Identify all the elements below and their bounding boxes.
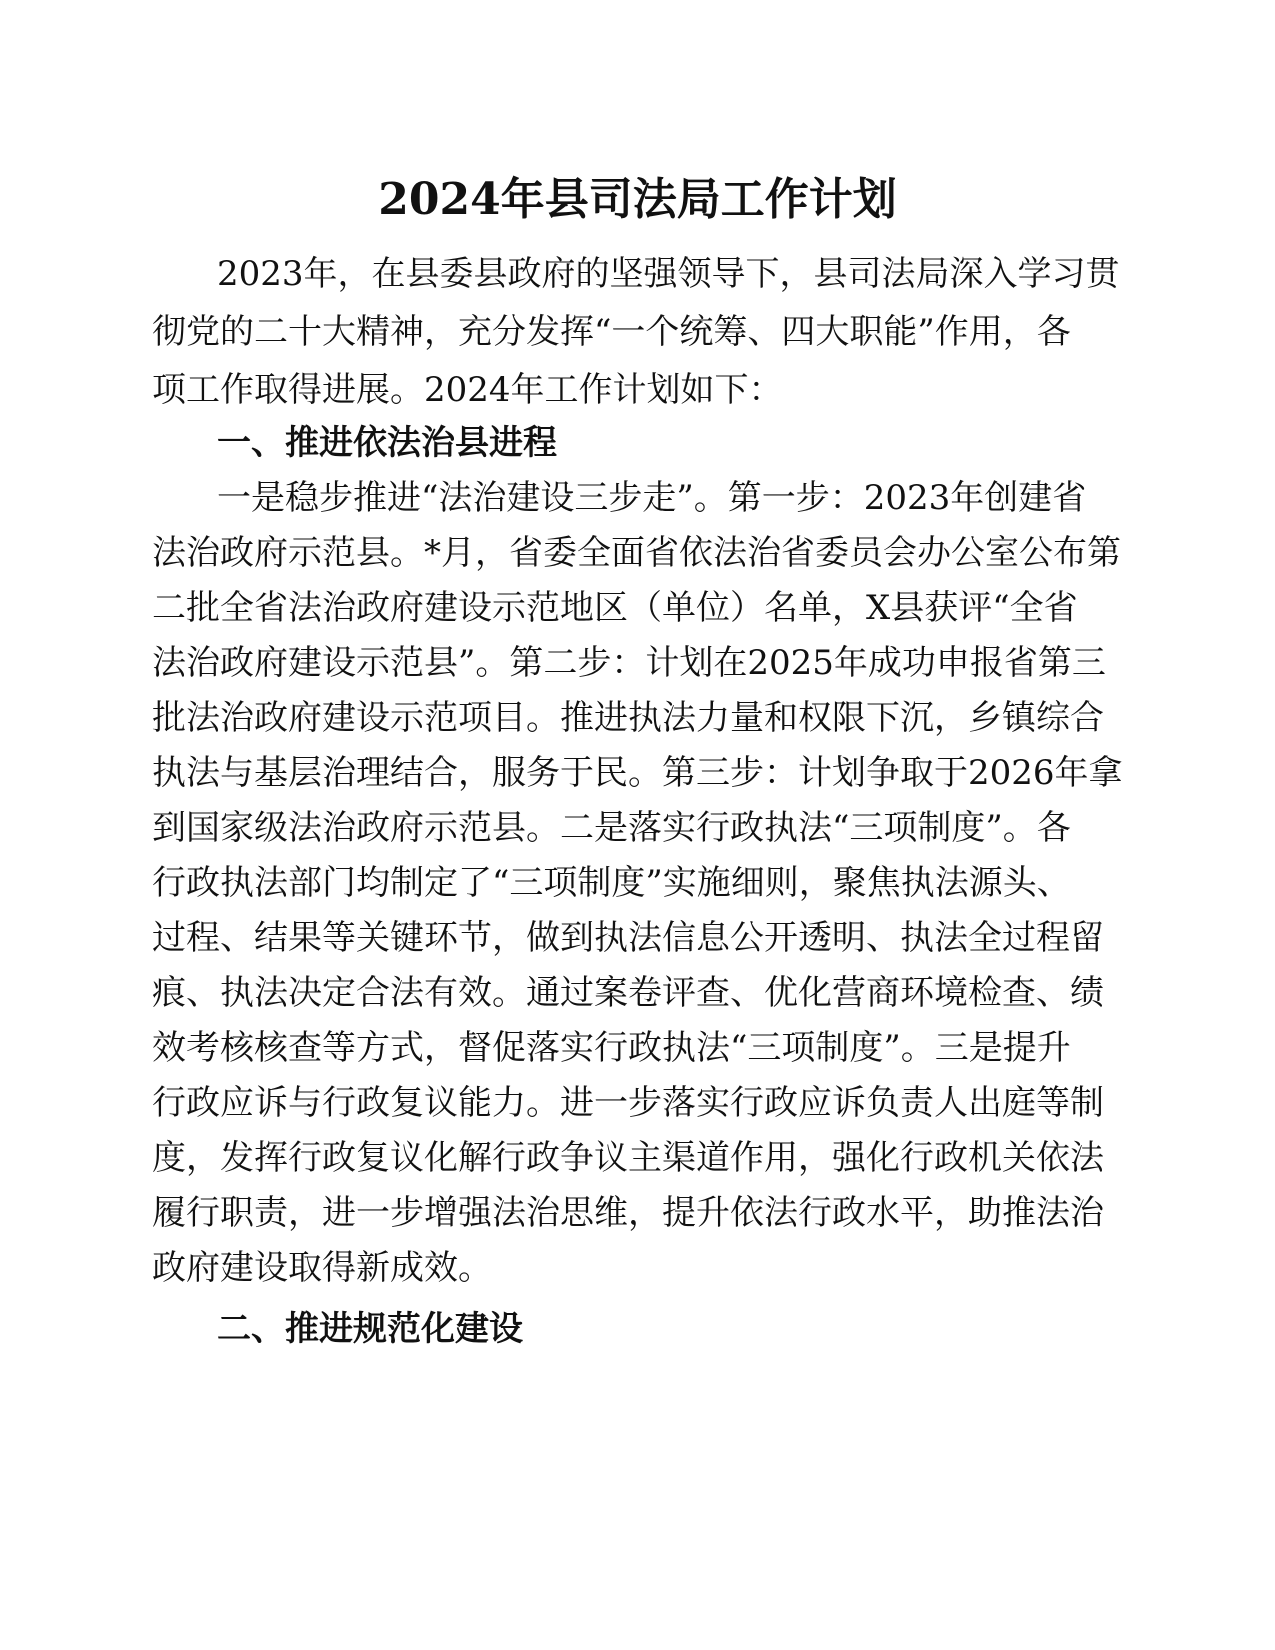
section-1-line-4: 法治政府建设示范县”。第二步：计划在2025年成功申报省第三 (152, 643, 1106, 683)
intro-line-1: 2023年，在县委县政府的坚强领导下，县司法局深入学习贯 (217, 254, 1120, 294)
section-1-line-5: 批法治政府建设示范项目。推进执法力量和权限下沉，乡镇综合 (152, 698, 1104, 738)
document-title: 2024年县司法局工作计划 (378, 174, 897, 225)
section-1-line-8: 行政执法部门均制定了“三项制度”实施细则，聚焦执法源头、 (152, 863, 1071, 903)
section-1-line-2: 法治政府示范县。*月，省委全面省依法治省委员会办公室公布第 (152, 533, 1121, 573)
section-2-heading: 二、推进规范化建设 (217, 1309, 523, 1349)
section-1-line-15: 政府建设取得新成效。 (152, 1248, 492, 1288)
section-1-line-3: 二批全省法治政府建设示范地区（单位）名单，X县获评“全省 (152, 588, 1078, 628)
section-1-heading: 一、推进依法治县进程 (217, 423, 557, 463)
section-1-line-6: 执法与基层治理结合，服务于民。第三步：计划争取于2026年拿 (152, 753, 1123, 793)
section-1-line-7: 到国家级法治政府示范县。二是落实行政执法“三项制度”。各 (152, 808, 1071, 848)
section-1-line-13: 度，发挥行政复议化解行政争议主渠道作用，强化行政机关依法 (152, 1138, 1104, 1178)
intro-line-2: 彻党的二十大精神，充分发挥“一个统筹、四大职能”作用，各 (152, 312, 1071, 352)
intro-line-3: 项工作取得进展。2024年工作计划如下： (152, 370, 783, 410)
section-1-line-1: 一是稳步推进“法治建设三步走”。第一步：2023年创建省 (217, 478, 1087, 518)
section-1-line-14: 履行职责，进一步增强法治思维，提升依法行政水平，助推法治 (152, 1193, 1104, 1233)
section-1-line-11: 效考核核查等方式，督促落实行政执法“三项制度”。三是提升 (152, 1028, 1071, 1068)
section-1-line-10: 痕、执法决定合法有效。通过案卷评查、优化营商环境检查、绩 (152, 973, 1104, 1013)
section-1-line-9: 过程、结果等关键环节，做到执法信息公开透明、执法全过程留 (152, 918, 1104, 958)
section-1-line-12: 行政应诉与行政复议能力。进一步落实行政应诉负责人出庭等制 (152, 1083, 1104, 1123)
